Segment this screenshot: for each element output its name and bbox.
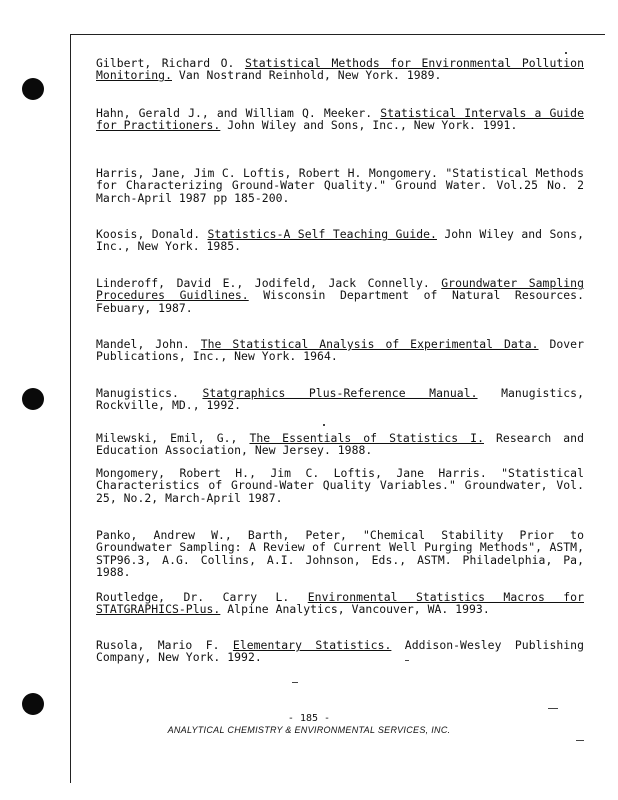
reference-title: Environmental Statistics Macros for STATGRAPHICS-Plus. [96,590,584,617]
reference-entry: Linderoff, David E., Jodifeld, Jack Connelly. Groundwater Sampling Procedures Guidlines. Wisconsin Department of Natural Resources. Febuary, 1987. [96,276,585,315]
reference-entry: Koosis, Donald. Statistics-A Self Teaching Guide. John Wiley and Sons, Inc., New York. 1985. [96,227,584,254]
page-number: - 185 - [287,713,331,724]
scan-speck [576,740,584,741]
scan-speck [323,424,325,426]
reference-entry: Hahn, Gerald J., and William Q. Meeker. Statistical Intervals a Guide for Practitioners. John Wiley and Sons, Inc., New York. 1991. [96,106,584,133]
reference-entry: Routledge, Dr. Carry L. Environmental Statistics Macros for STATGRAPHICS-Plus. Alpine Analytics, Vancouver, WA. 1993. [96,590,584,617]
reference-entry: Milewski, Emil, G., The Essentials of Statistics I. Research and Education Association, New Jersey. 1988. [96,431,584,458]
reference-entry: Panko, Andrew W., Barth, Peter, "Chemical Stability Prior to Groundwater Sampling: A Review of Current Well Purging Methods", ASTM, STP96.3, A.G. Collins, A.I. Johnson, Eds., ASTM. Philadelphia, Pa, 1988. [96,528,584,580]
reference-title: Elementary Statistics. [232,638,392,652]
reference-entry: Rusola, Mario F. Elementary Statistics. Addison-Wesley Publishing Company, New York. 1992. [96,638,584,665]
binder-hole [22,388,44,410]
reference-entry: Harris, Jane, Jim C. Loftis, Robert H. Mongomery. "Statistical Methods for Characterizing Ground-Water Quality." Ground Water. Vol.25 No. 2 March-April 1987 pp 185-200. [96,166,584,205]
reference-title: The Essentials of Statistics I. [249,431,484,445]
reference-entry: Mandel, John. The Statistical Analysis of Experimental Data. Dover Publications, Inc., New York. 1964. [96,337,584,364]
reference-title: Statistical Intervals a Guide for Practitioners. [96,106,584,133]
scan-speck [548,708,558,709]
reference-title: Statistics-A Self Teaching Guide. [207,227,437,241]
scan-speck [292,682,298,683]
scan-speck [565,52,567,54]
reference-entry: Manugistics. Statgraphics Plus-Reference Manual. Manugistics, Rockville, MD., 1992. [96,386,584,413]
reference-title: Groundwater Sampling Procedures Guidlines. [96,276,585,303]
reference-entry: Gilbert, Richard O. Statistical Methods for Environmental Pollution Monitoring. Van Nostrand Reinhold, New York. 1989. [96,56,585,83]
binder-hole [22,78,44,100]
company-footer: ANALYTICAL CHEMISTRY & ENVIRONMENTAL SERVICES, INC. [167,725,451,735]
reference-entry: Mongomery, Robert H., Jim C. Loftis, Jane Harris. "Statistical Characteristics of Ground-Water Quality Variables." Groundwater, Vol. 25, No.2, March-April 1987. [96,466,584,505]
reference-title: The Statistical Analysis of Experimental Data. [200,337,539,351]
binder-hole [22,693,44,715]
reference-title: Statistical Methods for Environmental Pollution Monitoring. [96,56,585,83]
reference-title: Statgraphics Plus-Reference Manual. [202,386,478,400]
